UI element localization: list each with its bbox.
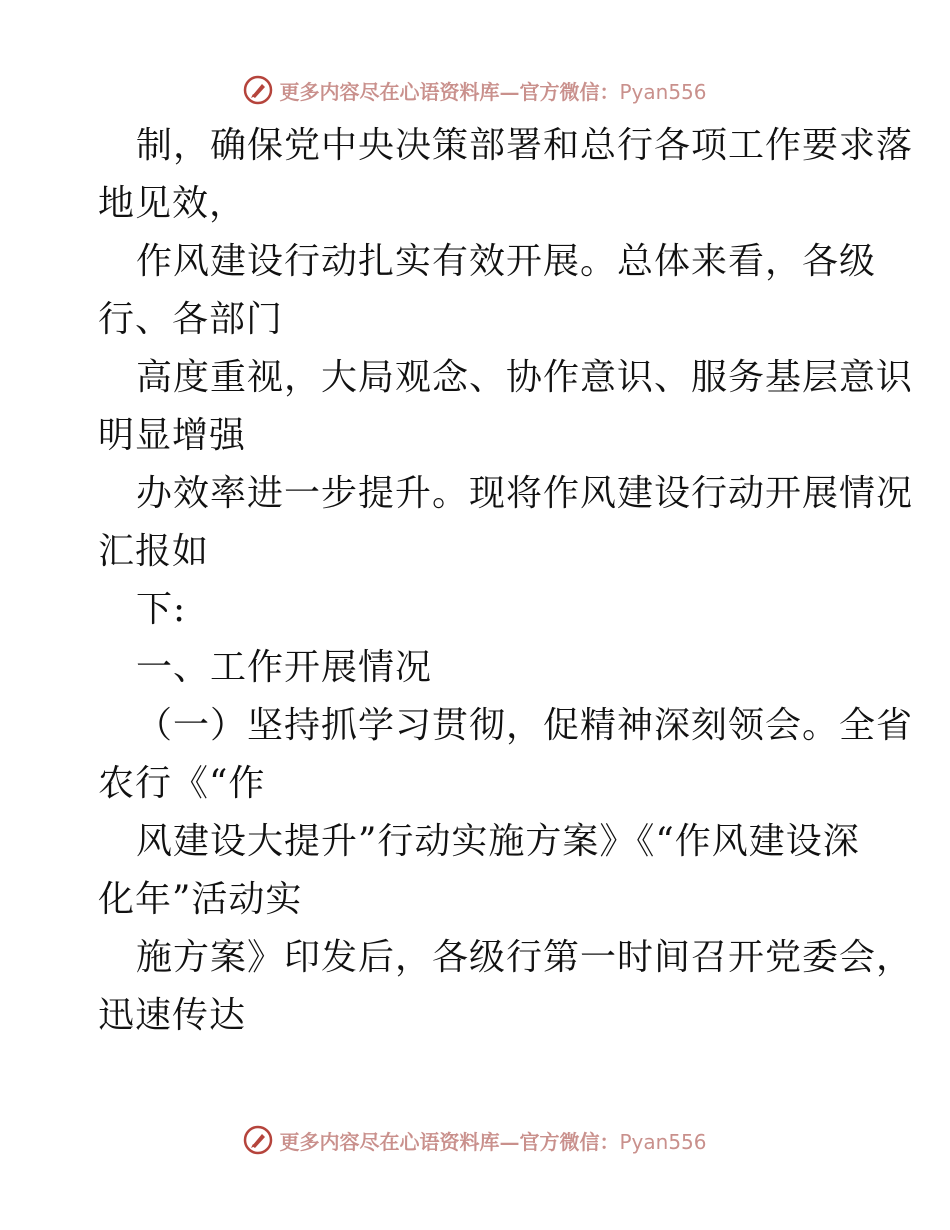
text-line: 汇报如 (98, 531, 210, 572)
text-line: 行、各部门 (98, 299, 284, 340)
text-line: 化年”活动实 (98, 879, 303, 920)
text-line: 办效率进一步提升。现将作风建设行动开展情况 (136, 473, 914, 514)
document-body (98, 117, 914, 1045)
text-line: 作风建设行动扎实有效开展。总体来看，各级 (136, 241, 877, 282)
header-watermark (0, 70, 950, 110)
text-line: 地见效， (98, 183, 247, 224)
text-line: 制，确保党中央决策部署和总行各项工作要求落 (136, 125, 914, 166)
text-line: 迅速传达 (98, 995, 247, 1036)
pen-nib-seal-icon (243, 75, 273, 105)
watermark-text: 更多内容尽在心语资料库—官方微信：Pyan556 (279, 1129, 707, 1154)
pen-nib-seal-icon (243, 1125, 273, 1155)
text-line: 下: (136, 589, 187, 630)
section-heading: 一、工作开展情况 (136, 647, 433, 688)
text-line: 明显增强 (98, 415, 247, 456)
text-line: 风建设大提升”行动实施方案》《“作风建设深 (136, 821, 860, 862)
text-line: 农行《“作 (98, 763, 266, 804)
watermark-text: 更多内容尽在心语资料库—官方微信：Pyan556 (279, 79, 707, 104)
text-line: （一）坚持抓学习贯彻，促精神深刻领会。全省 (136, 705, 914, 746)
footer-watermark (0, 1120, 950, 1160)
text-line: 高度重视，大局观念、协作意识、服务基层意识 (136, 357, 914, 398)
text-line: 施方案》印发后，各级行第一时间召开党委会， (136, 937, 914, 978)
